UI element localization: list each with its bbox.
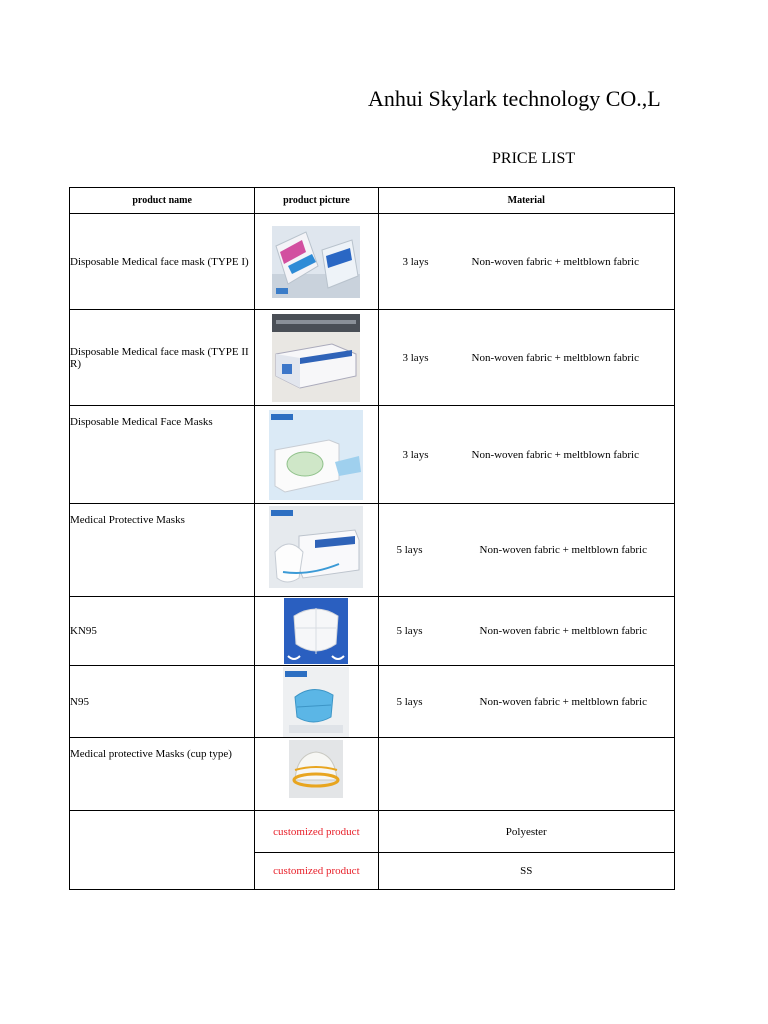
table-row — [70, 310, 675, 406]
blank-name-cell — [70, 811, 255, 890]
header-row — [70, 188, 675, 214]
material-cell — [378, 214, 675, 310]
layer-count: 5 lays — [396, 625, 423, 637]
table-row — [70, 738, 675, 811]
respirator-box-photo — [269, 506, 363, 588]
product-name-cell: Medical protective Masks (cup type) — [70, 738, 255, 811]
layer-count: 3 lays — [402, 448, 429, 461]
product-name-cell: Disposable Medical face mask (TYPE II R) — [70, 310, 255, 406]
table-row — [70, 666, 675, 738]
product-name-cell: Medical Protective Masks — [70, 504, 255, 597]
mask-box-photo — [272, 314, 360, 402]
product-picture-cell — [255, 504, 378, 597]
material-cell — [378, 666, 675, 738]
layer-count: 5 lays — [396, 695, 423, 708]
fabric-text: Non-woven fabric + meltblown fabric — [471, 448, 639, 461]
layer-count: 3 lays — [402, 351, 429, 364]
mask-box-photo — [269, 410, 363, 500]
material-cell: SS — [378, 853, 675, 890]
fabric-text: Non-woven fabric + meltblown fabric — [471, 255, 639, 268]
table-row — [70, 504, 675, 597]
table-row — [70, 406, 675, 504]
product-picture-cell — [255, 738, 378, 811]
n95-mask-photo — [283, 667, 349, 737]
customized-product-label: customized product — [255, 811, 378, 853]
table-row — [70, 811, 675, 853]
material-cell: Polyester — [378, 811, 675, 853]
layer-count: 3 lays — [402, 255, 429, 268]
material-cell — [378, 597, 675, 666]
table-row — [70, 597, 675, 666]
header-material: Material — [378, 188, 675, 214]
product-name-cell: KN95 — [70, 597, 255, 666]
fabric-text: Non-woven fabric + meltblown fabric — [479, 625, 647, 637]
material-cell — [378, 504, 675, 597]
product-picture-cell — [255, 406, 378, 504]
layer-count: 5 lays — [396, 544, 423, 556]
material-cell — [378, 406, 675, 504]
document-title: PRICE LIST — [492, 150, 576, 167]
fabric-text: Non-woven fabric + meltblown fabric — [471, 351, 639, 364]
kn95-mask-photo — [284, 598, 348, 664]
cup-mask-photo — [289, 740, 343, 798]
table-row — [70, 214, 675, 310]
product-name-cell: Disposable Medical Face Masks — [70, 406, 255, 504]
company-name: Anhui Skylark technology CO.,L — [368, 86, 661, 111]
price-table — [69, 187, 675, 890]
mask-boxes-photo — [272, 226, 360, 298]
product-picture-cell — [255, 214, 378, 310]
header-product-name: product name — [70, 188, 255, 214]
material-cell — [378, 738, 675, 811]
fabric-text: Non-woven fabric + meltblown fabric — [479, 695, 647, 708]
product-picture-cell — [255, 666, 378, 738]
header-product-picture: product picture — [255, 188, 378, 214]
product-picture-cell — [255, 597, 378, 666]
product-picture-cell — [255, 310, 378, 406]
product-name-cell: Disposable Medical face mask (TYPE I) — [70, 214, 255, 310]
fabric-text: Non-woven fabric + meltblown fabric — [479, 544, 647, 556]
material-cell — [378, 310, 675, 406]
customized-product-label: customized product — [255, 853, 378, 890]
product-name-cell: N95 — [70, 666, 255, 738]
